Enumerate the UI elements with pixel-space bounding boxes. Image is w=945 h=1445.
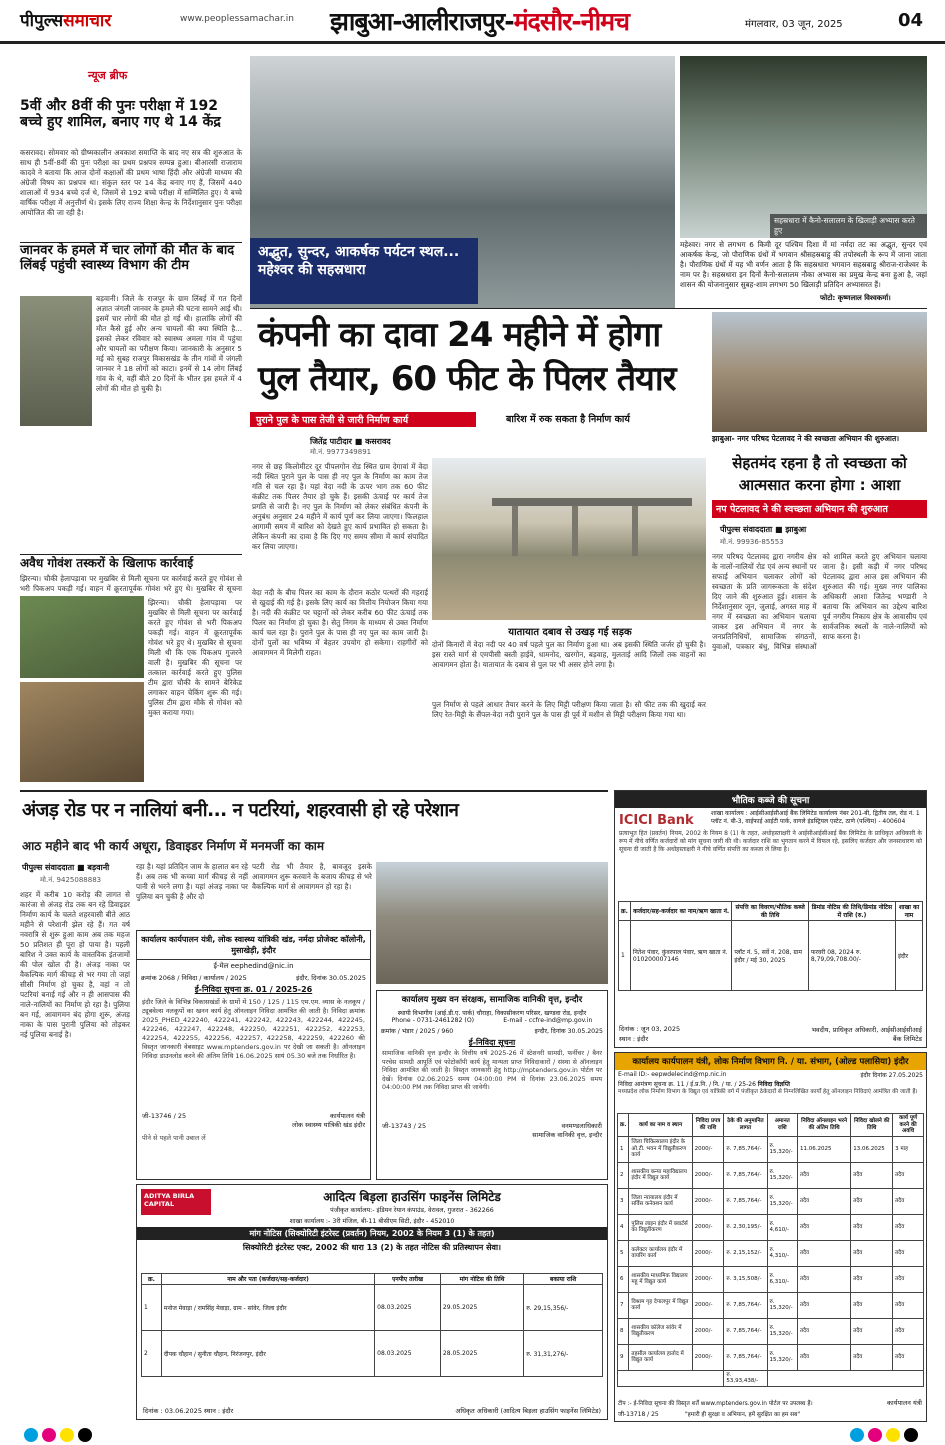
- bridge-body2: वेदा नदी के बीच पिलर का काम के दौरान कठोर पत्थरों की गहराई से खुदाई की गई है। इसके लिए कार्य का वित्तीय नियोजन किया गया है। नदी की कंक्रीट पर चट्टानों को लेकर करीब 60 फीट ऊंचाई तक पिलर का निर्माण हो चुका है। सेतु निगम के माध्यम से उक्त निर्माण कार्य चल रहा है। पुराने पुल के पास ही नए पुल का काम जारी है। दोनों पुलों का भविष्य में बेहतर उपयोग हो सकेगा। राहगीरों को आवागमन में मिलेगी राहत।: [252, 588, 428, 657]
- bridge-body1: नगर से छह किलोमीटर दूर पीपलगोन रोड स्थित ग्राम देगावां में वेदा नदी स्थित पुराने पुल के पास ही नए पुल के निर्माण का काम तेज गति से चल रहा है। यहां वेदा नदी के ऊपर भाग तक 60 फीट कंक्रीट तक पिलर तैयार हो चुके हैं। इसकी ऊंचाई पर कार्य तेज प्रगति से जारी है। नए पुल के निर्माण को लेकर संबंधित कंपनी के अनुबंध अनुसार 24 महीने में कार्य पूर्ण कर लिया जाएगा। फिलहाल आगामी समय में बारिश को देखते हुए कार्य प्रभावित हो सकता है। लेकिन कंपनी का दावा है कि दिए गए समय सीमा में कार्य संपादित कर लिया जाएगा।: [252, 462, 428, 551]
- bridge-kicker2: बारिश में रुक सकता है निर्माण कार्य: [506, 414, 630, 425]
- road-subhead: आठ महीने बाद भी कार्य अधूरा, डिवाइडर निर्माण में मनमर्जी का काम: [22, 839, 325, 853]
- cleanliness-byline: पीपुल्स संवाददाता ■ झाबुआ: [720, 525, 807, 534]
- cleanliness-photo-caption: झाबुआ- नगर परिषद पेटलावद ने की स्वच्छता अभियान की शुरुआत।: [712, 434, 900, 443]
- table-row: 6 शासकीय माध्यमिक विद्यालय महू में विद्युत कार्य 2000/- रु. 3,15,508/- रु. 6,310/- तदैव तदैव तदैव: [618, 1266, 924, 1292]
- aditya-table: क्र. नाम और पता (कर्जदार/सह-कर्जदार) एनपीए तारीख मांग नोटिस की तिथि बकाया राशि 1 मनोज मेवाड़ा / रामसिंह मेवाड़ा, ग्राम - सांवेर, जिला इंदौर 08.03.2025 29.05.2025 रु. 29,15,356/- 2 दीपक चौहान / सुनीता चौहान, निरंजनपुर, इंदौर 08.03.2025 28.05.2025 रु. 31,31,276/-: [141, 1273, 603, 1377]
- bridge-body4: पुल निर्माण से पहले आधार तैयार करने के लिए मिट्टी परीक्षण किया जाता है। सौ फीट तक की खुदाई कर लिए रेत-मिट्टी के सैंपल-वेदा नदी पुराने पुल के पास ही पूर्व में मशीन से मिट्टी परीक्षण किया गया था।: [432, 700, 706, 719]
- masthead: [0, 0, 945, 44]
- story3-photo1: [20, 596, 144, 678]
- table-row: 9 तहसील कार्यालय हातोद में विद्युत कार्य 2000/- रु. 7,85,764/- रु. 15,320/- तदैव तदैव तदैव: [618, 1344, 924, 1370]
- road-body2: रहा है। यहां प्रतिदिन जाम के हालात बन रहे हैं। अब तक भी कच्चा मार्ग कीचड़ से नहीं पानी से भरने लगा है। यहां अंजड़ नाका पर पुलिया बन चुकी है और दो: [136, 862, 248, 901]
- brand-logo: पीपुल्ससमाचार: [20, 11, 112, 31]
- cleanliness-photo: [712, 312, 927, 432]
- bridge-headline: कंपनी का दावा 24 महीने में होगा पुल तैयार, 60 फीट के पिलर तैयार: [258, 315, 676, 399]
- ad-pwd-tender: कार्यालय कार्यपालन यंत्री, लोक निर्माण विभाग नि. / या. संभाग, (ओल्ड पलासिया) इंदौर E-mail ID:- eepwdelecind@mp.nic.in इंदौर दिनांक 27.05.2025 निविदा आमंत्रण सूचना क्र. 11 / ई.प्र.नि. / नि. / या. / 25-26 निविदा विज्ञप्ति मध्यप्रदेश लोक निर्माण विभाग के विद्युत एवं यांत्रिकी वर्ग में पंजीकृत ठेकेदारों से निम्नलिखित कार्यों हेतु ऑनलाइन निविदाएं आमंत्रित की जाती हैं। क्र. कार्य का नाम व स्थान निविदा प्रपत्र की राशि ठेके की अनुमानित लागत अमानत राशि निविदा ऑनलाइन भरने की अंतिम तिथि निविदा खोलने की तिथि कार्य पूर्ण करने की अवधि 1 जिला चिकित्सालय इंदौर के ओ.टी. भवन में विद्युतीकरण कार्य 2000/- रु. 7,85,764/- रु. 15,320/- 11.06.2025 13.06.2025 3 माह 2 शासकीय कन्या महाविद्यालय इंदौर में विद्युत कार्य 2000/- रु. 7,85,764/- रु. 15,320/- तदैव तदैव तदैव 3 जिला न्यायालय इंदौर में सर्विस कनेक्शन कार्य 2000/- रु. 7,85,764/- रु. 15,320/- तदैव तदैव तदैव 4 पुलिस लाइन इंदौर में क्वार्टर्स का विद्युतीकरण 2000/- रु. 2,30,195/- रु. 4,610/- तदैव तदैव तदैव 5 कलेक्टर कार्यालय इंदौर में वायरिंग कार्य 2000/- रु. 2,15,152/- रु. 4,310/- तदैव तदैव तदैव 6 शासकीय माध्यमिक विद्यालय महू में विद्युत कार्य 2000/- रु. 3,15,508/- रु. 6,310/- तदैव तदैव तदैव 7 विश्राम गृह देपालपुर में विद्युत कार्य 2000/- रु. 7,85,764/- रु. 15,320/- तदैव तदैव तदैव 8 शासकीय कॉलेज सांवेर में विद्युतीकरण 2000/- रु. 7,85,764/- रु. 15,320/- तदैव तदैव तदैव 9 तहसील कार्यालय हातोद में विद्युत कार्य 2000/- रु. 7,85,764/- रु. 15,320/- तदैव तदैव तदैव रु. 53,93,438/- टीप :- ई-निविदा सूचना की विस्तृत शर्तें www.mptenders.gov.in पोर्टल पर उपलब्ध हैं। जी-13718 / 25 "हमारी ही सुरक्षा व अभियान, हमें सुरक्षित का हम सब" कार्यपालन यंत्री: [614, 1052, 927, 1422]
- tourism-photo-canoe: [680, 56, 927, 238]
- edition-title: झाबुआ-आलीराजपुर-मंदसौर-नीमच: [330, 7, 629, 36]
- table-row: 1 जिला चिकित्सालय इंदौर के ओ.टी. भवन में विद्युतीकरण कार्य 2000/- रु. 7,85,764/- रु. 15,320/- 11.06.2025 13.06.2025 3 माह: [618, 1136, 924, 1162]
- bridge-body3: दोनों किनारों में वेदा नदी पर 40 वर्ष पहले पुल का निर्माण हुआ था। अब इसकी स्थिति जर्जर हो चुकी है। इस रास्ते मार्ग से एमपीसी बस्ती हाईवे, धामनोद, खरगोन, बड़वाह, मुलताई आदि जिलों तक वाहनों का आवागमन होता है। यातायात के दबाव से पुल पर भी असर होने लगा है।: [432, 640, 706, 669]
- story2-photo: [20, 296, 92, 426]
- story2-body: बड़वानी। जिले के राजपुर के ग्राम लिंबई में गत दिनों अज्ञात जंगली जानवर के हमले की घटना सामने आई थी। इसमें चार लोगों की मौत हो गई थी। हालांकि लोगों की मौत कैसे हुई और अन्य चायलों की क्या स्थिति है... इसको लेकर रविवार को स्वास्थ्य अमला गांव में पहुंचा और घायलों का परीक्षण किया। जानकारी के अनुसार 5 मई को सुबह राजपुर विकासखंड के तीन गांवों में जंगली जानवर ने 18 लोगों को काटा। इनमें से 14 लोग लिंबई गांव के थे, वहीं बीते 20 दिनों के भीतर इस हमले में 4 लोगों की मौत हो चुकी है।: [96, 294, 242, 393]
- road-photo: [376, 862, 608, 984]
- table-row: 5 कलेक्टर कार्यालय इंदौर में वायरिंग कार्य 2000/- रु. 2,15,152/- रु. 4,310/- तदैव तदैव तदैव: [618, 1240, 924, 1266]
- bridge-mobile: मो.नं. 9977349891: [310, 448, 372, 456]
- table-row: 2 शासकीय कन्या महाविद्यालय इंदौर में विद्युत कार्य 2000/- रु. 7,85,764/- रु. 15,320/- तदैव तदैव तदैव: [618, 1162, 924, 1188]
- table-row: 3 जिला न्यायालय इंदौर में सर्विस कनेक्शन कार्य 2000/- रु. 7,85,764/- रु. 15,320/- तदैव तदैव तदैव: [618, 1188, 924, 1214]
- bridge-photo-caption: यातायात दबाव से उखड़ गई सड़क: [508, 627, 632, 638]
- ad-phed: कार्यालय कार्यपालन यंत्री, लोक स्वास्थ्य यांत्रिकी खंड, नर्मदा प्रोजेक्ट कॉलोनी, मुसाखेड़ी, इंदौर ई-मेल eephedind@nic.in क्रमांक 2068 / निविदा / कार्यालय / 2025 इंदौर, दिनांक 30.05.2025 ई-निविदा सूचना क्र. 01 / 2025-26 इंदौर जिले के विभिन्न विकासखंडों के ग्रामों में 150 / 125 / 115 एम.एम. व्यास के नलकूप / ट्यूबवेल्स नलकूपों का खनन कार्य हेतु ऑनलाइन निविदा आमंत्रित की जाती है। निविदा क्रमांक 2025_PHED_422240, 422241, 422242, 422243, 422244, 422245, 422246, 422247, 422248, 422250, 422251, 422252, 422253, 422254, 422255, 422256, 422257, 422258, 422259, 422260 की विस्तृत जानकारी वेबसाइट www.mptenders.gov.in पर देखी जा सकती है। ऑनलाइन निविदा डाउनलोड करने की अंतिम तिथि 16.06.2025 सायं 05.30 बजे तक निर्धारित है। जी-13746 / 25 कार्यपालन यंत्री लोक स्वास्थ्य यांत्रिकी खंड इंदौर पीने से पहले पानी उबाल लें: [136, 930, 371, 1180]
- pwd-tender-table: क्र. कार्य का नाम व स्थान निविदा प्रपत्र की राशि ठेके की अनुमानित लागत अमानत राशि निविदा ऑनलाइन भरने की अंतिम तिथि निविदा खोलने की तिथि कार्य पूर्ण करने की अवधि 1 जिला चिकित्सालय इंदौर के ओ.टी. भवन में विद्युतीकरण कार्य 2000/- रु. 7,85,764/- रु. 15,320/- 11.06.2025 13.06.2025 3 माह 2 शासकीय कन्या महाविद्यालय इंदौर में विद्युत कार्य 2000/- रु. 7,85,764/- रु. 15,320/- तदैव तदैव तदैव 3 जिला न्यायालय इंदौर में सर्विस कनेक्शन कार्य 2000/- रु. 7,85,764/- रु. 15,320/- तदैव तदैव तदैव 4 पुलिस लाइन इंदौर में क्वार्टर्स का विद्युतीकरण 2000/- रु. 2,30,195/- रु. 4,610/- तदैव तदैव तदैव 5 कलेक्टर कार्यालय इंदौर में वायरिंग कार्य 2000/- रु. 2,15,152/- रु. 4,310/- तदैव तदैव तदैव 6 शासकीय माध्यमिक विद्यालय महू में विद्युत कार्य 2000/- रु. 3,15,508/- रु. 6,310/- तदैव तदैव तदैव 7 विश्राम गृह देपालपुर में विद्युत कार्य 2000/- रु. 7,85,764/- रु. 15,320/- तदैव तदैव तदैव 8 शासकीय कॉलेज सांवेर में विद्युतीकरण 2000/- रु. 7,85,764/- रु. 15,320/- तदैव तदैव तदैव 9 तहसील कार्यालय हातोद में विद्युत कार्य 2000/- रु. 7,85,764/- रु. 15,320/- तदैव तदैव तदैव रु. 53,93,438/-: [617, 1113, 924, 1387]
- road-mobile: मो.नं. 9425088883: [40, 876, 102, 884]
- tourism-text: महेश्वर। नगर से लगभग 6 किमी दूर पश्चिम दिशा में मां नर्मदा तट का अद्भुत, सुन्दर एवं आकर्षक केन्द्र, जो पौराणिक ग्रंथों में भगवान श्रीसहस्रबाहु की तपोस्थली के रूप में जाना जाता है। पौराणिक ग्रंथों में यह भी वर्णन आता है कि सहस्रधारा भगवान सहस्रबाहु श्रीराज-राजेश्वर के नाम पर है। सहस्रधारा इन दिनों कैनो-सलालम नौका अभ्यास का प्रमुख केन्द्र बना हुआ है, जहां शासन की योजनानुसार सुबह-शाम लगभग 50 खिलाड़ी प्रतिदिन अभ्यासरत हैं।: [680, 240, 927, 289]
- story3-photo2: [20, 682, 144, 782]
- aditya-logo: ADITYA BIRLA CAPITAL: [141, 1189, 211, 1215]
- ad-icici: भौतिक कब्जे की सूचना ICICI Bank शाखा कार्यालय : आईसीआईसीआई बैंक लिमिटेड कार्यालय नंबर 201-बी, द्वितीय तल, रोड नं. 1 प्लॉट नं. बी-3, वाईफाई आईटी पार्क, वागले इंडस्ट्रियल एस्टेट, ठाणे (पश्चिम) - 400604 प्रत्याभूत हित (प्रवर्तन) नियम, 2002 के नियम 8 (1) के तहत, अधोहस्ताक्षरी ने आईसीआईसीआई बैंक लिमिटेड के प्राधिकृत अधिकारी के रूप में नीचे वर्णित कर्जदारों को मांग सूचना जारी की थी। कर्जदार राशि का भुगतान करने में विफल रहे, इसलिए कर्जदार और जनसाधारण को सूचना दी जाती है कि अधोहस्ताक्षरी ने नीचे वर्णित संपत्ति का कब्जा ले लिया है। क्र. कर्जदार/सह-कर्जदार का नाम/ऋण खाता नं. संपत्ति का विवरण/भौतिक कब्जे की तिथि डिमांड नोटिस की तिथि/डिमांड नोटिस में राशि (रु.) शाखा का नाम 1 नितेश पंवार, कुंवरपाल पंवार, ऋण खाता नं. 010200007146 प्लॉट नं. 5, सर्वे नं. 208, ग्राम इंदौर / मई 30, 2025 फरवरी 08, 2024 रु. 8,79,09,708.00/- इंदौर दिनांक : जून 03, 2025 स्थान : इंदौर भवदीय, प्राधिकृत अधिकारी, आईसीआईसीआई बैंक लिमिटेड: [614, 790, 927, 1048]
- story2-headline: जानवर के हमले में चार लोगों की मौत के बाद लिंबई पहुंची स्वास्थ्य विभाग की टीम: [20, 243, 235, 273]
- bridge-photo: [432, 458, 706, 620]
- table-row: 4 पुलिस लाइन इंदौर में क्वार्टर्स का विद्युतीकरण 2000/- रु. 2,30,195/- रु. 4,610/- तदैव तदैव तदैव: [618, 1214, 924, 1240]
- tourism-photo-caption: सहस्रधारा में कैनो-सलालम के खिलाड़ी अभ्यास करते हुए: [770, 214, 927, 238]
- tourism-title: अद्भुत, सुन्दर, आकर्षक पर्यटन स्थल... महेश्वर की सहस्रधारा: [250, 238, 478, 304]
- table-row: 7 विश्राम गृह देपालपुर में विद्युत कार्य 2000/- रु. 7,85,764/- रु. 15,320/- तदैव तदैव तदैव: [618, 1292, 924, 1318]
- road-body3: पटरी रोड भी तैयार है, बावजूद इसके आवागमन शुरू करवाने के बजाय कीचड़ से भरे वैकल्पिक मार्ग से आवागमन हो रहा है।: [252, 862, 372, 891]
- story3-headline: अवैध गोवंश तस्करों के खिलाफ कार्रवाई: [20, 556, 194, 570]
- news-brief-label: न्यूज ब्रीफ: [88, 64, 168, 80]
- cleanliness-headline: सेहतमंद रहना है तो स्वच्छता को आत्मसात करना होगा : आशा: [732, 454, 907, 494]
- cleanliness-body: नगर परिषद पेटलावद द्वारा नगरीय क्षेत्र के नालों-नालियों रोड एवं अन्य स्थानों पर सफाई अभियान चलाकर लोगों को स्वच्छता के प्रति जागरूकता के संदेश दिए जाने की शुरुआत हुई। शासन के निर्देशानुसार जून, जुलाई, अगस्त माह में नगर में स्वच्छता का अभियान चलाया जाकर इस अभियान में नगर के जनप्रतिनिधियों, सामाजिक संगठनों, युवाओं, पत्रकार बंधु, विभिन्न संस्थाओं को शामिल करते हुए अभियान चलाया जाना है। इसी कड़ी में नगर परिषद पेटलावद द्वारा आज इस अभियान की शुरुआत की गई। मुख्य नगर पालिका अधिकारी आशा जितेन्द्र भण्डारी ने बताया कि अभियान का उद्देश्य बारिश पूर्व नगरीय निकाय क्षेत्र के आवासीय एवं सार्वजनिक स्थलों के नाले-नालियों को साफ करना है।: [712, 552, 927, 651]
- icici-table: क्र. कर्जदार/सह-कर्जदार का नाम/ऋण खाता नं. संपत्ति का विवरण/भौतिक कब्जे की तिथि डिमांड नोटिस की तिथि/डिमांड नोटिस में राशि (रु.) शाखा का नाम 1 नितेश पंवार, कुंवरपाल पंवार, ऋण खाता नं. 010200007146 प्लॉट नं. 5, सर्वे नं. 208, ग्राम इंदौर / मई 30, 2025 फरवरी 08, 2024 रु. 8,79,09,708.00/- इंदौर: [618, 901, 923, 991]
- website: www.peoplessamachar.in: [180, 14, 294, 24]
- cleanliness-subhead: नप पेटलावद ने की स्वच्छता अभियान की शुरुआत: [712, 500, 927, 518]
- story3-body-top: झिरन्या। चौकी हेलापड़ावा पर मुखबिर से मिली सूचना पर कार्रवाई करते हुए गोवंश से भरी पिकअप पकड़ी गई। वाहन में क्रूरतापूर्वक गोवंश भरे हुए थे। मुखबिर से सूचना: [20, 574, 242, 593]
- cleanliness-mobile: मो.नं. 99936-85553: [720, 538, 784, 546]
- bridge-kicker1: पुराने पुल के पास तेजी से जारी निर्माण कार्य: [250, 412, 476, 427]
- table-row: 8 शासकीय कॉलेज सांवेर में विद्युतीकरण 2000/- रु. 7,85,764/- रु. 15,320/- तदैव तदैव तदैव: [618, 1318, 924, 1344]
- tourism-photo-credit: फोटो: कृष्णलाल विश्वकर्मा।: [820, 294, 891, 302]
- bridge-byline: जितेंद्र पाटीदार ■ कसरावद: [310, 437, 391, 446]
- story1-body: कसरावद। सोमवार को ग्रीष्मकालीन अवकाश समाप्ति के बाद नए सत्र की शुरुआत के साथ ही 5वीं-8वीं की पुनः परीक्षा का प्रथम प्रश्नपत्र सम्पन्न हुआ। बीआरसी राजाराम कादवे ने बताया कि आज दोनों कक्षाओं की प्रथम भाषा हिंदी और अंग्रेजी माध्यम की अंग्रेजी विषय का प्रश्नपत्र था। संकुल स्तर पर 14 केंद्र बनाए गए हैं, जिसमें 440 शालाओं में 934 बच्चे दर्ज थे, जिसमें से 192 बच्चे परीक्षा में सम्मिलित हुए। ये बच्चे वार्षिक परीक्षा में अनुत्तीर्ण थे। इसके लिए राज्य शिक्षा केन्द्र के निर्देशानुसार पुनः परीक्षा आयोजित की जा रही है।: [20, 148, 242, 217]
- icici-logo: ICICI Bank: [619, 813, 694, 828]
- page-number: 04: [898, 10, 924, 31]
- road-body: शहर में करीब 10 करोड़ की लागत से कारंजा से अंजड़ रोड तक बन रहे डिवाइडर निर्माण कार्य के चलते शहरवासी बीते आठ महीने से परेशानी झेल रहे हैं। गत वर्ष नवरात्रि से शुरू हुआ काम अब तक महज 50 प्रतिशत ही पूरा हो पाया है। पहली बारिश ने उक्त कार्य के वास्तविक इंतजामों की पोल खोल दी है। अंजड़ नाका पर वैकल्पिक मार्ग कीचड़ से भर गया तो जहां सीसी निर्माण हो चुका है, वहां न तो पटरियां बनाई गई और न ही आसपास की नाले-नालियों का निर्माण हो रहा है। पुलिया बन गई, आवागमन बंद होगा शुरू, अंजड़ नाका के पास पुरानी पुलिया को तोड़कर नई पुलिया बनाई है।: [20, 890, 130, 1039]
- issue-date: मंगलवार, 03 जून, 2025: [745, 19, 843, 30]
- ad-aditya-birla: ADITYA BIRLA CAPITAL आदित्य बिड़ला हाउसिंग फाइनेंस लिमिटेड पंजीकृत कार्यालय:- इंडियन रेयान कंपाउंड, वेरावल, गुजरात - 362266 शाखा कार्यालय :- 3री मंजिल, बी-11 बीसीएम सिटी, इंदौर - 452010 मांग नोटिस (सिक्योरिटी इंटरेस्ट (प्रवर्तन) नियम, 2002 के नियम 3 (1) के तहत) सिक्योरिटी इंटरेस्ट एक्ट, 2002 की धारा 13 (2) के तहत नोटिस की प्रतिस्थापन सेवा। क्र. नाम और पता (कर्जदार/सह-कर्जदार) एनपीए तारीख मांग नोटिस की तिथि बकाया राशि 1 मनोज मेवाड़ा / रामसिंह मेवाड़ा, ग्राम - सांवेर, जिला इंदौर 08.03.2025 29.05.2025 रु. 29,15,356/- 2 दीपक चौहान / सुनीता चौहान, निरंजनपुर, इंदौर 08.03.2025 28.05.2025 रु. 31,31,276/- दिनांक : 03.06.2025 स्थान : इंदौर अधिकृत अधिकारी (आदित्य बिड़ला हाउसिंग फाइनेंस लिमिटेड): [136, 1184, 608, 1420]
- story1-headline: 5वीं और 8वीं की पुनः परीक्षा में 192 बच्चे हुए शामिल, बनाए गए थे 14 केंद्र: [20, 98, 221, 131]
- road-byline: पीपुल्स संवाददाता ■ बड़वानी: [22, 863, 110, 872]
- story3-body: झिरन्या। चौकी हेलापड़ावा पर मुखबिर से मिली सूचना पर कार्रवाई करते हुए गोवंश से भरी पिकअप पकड़ी गई। वाहन में क्रूरतापूर्वक गोवंश भरे हुए थे। मुखबिर से सूचना मिली थी कि एक पिकअप गुजरने वाली है। मुखबिर की सूचना पर तत्काल कार्रवाई करते हुए पुलिस टीम द्वारा चौकी के सामने बेरिकेड लगाकर वाहन चेकिंग शुरू की गई। पुलिस टीम द्वारा मौके से गोवंश को मुक्त कराया गया।: [148, 598, 242, 717]
- road-headline: अंजड़ रोड पर न नालियां बनी... न पटरियां, शहरवासी हो रहे परेशान: [22, 800, 459, 821]
- ad-forest: कार्यालय मुख्य वन संरक्षक, सामाजिक वानिकी वृत्त, इन्दौर स्थायी विभागीय (आई.डी.ए. पार्क) चौराहा, विकासीकरण परिसर, खण्डवा रोड, इन्दौर Phone - 0731-2461282 (O) E-mail - ccfre-ind@mp.gov.in क्रमांक / भंडार / 2025 / 960 इन्दौर, दिनांक 30.05.2025 ई-निविदा सूचना सामाजिक वानिकी वृत्त इन्दौर के वित्तीय वर्ष 2025-26 में स्टेशनरी सामग्री, फर्नीचर / बैनर परचेस सामग्री आपूर्ति एवं फोटोकॉपी कार्य हेतु मान्यता प्राप्त निविदाकारों / संस्था से ऑनलाइन निविदा आमंत्रित की जाती है। विस्तृत जानकारी हेतु http://mptenders.gov.in पोर्टल पर देखें। दिनांक 02.06.2025 समय 04:00:00 PM से दिनांक 23.06.2025 समय 04:00:00 PM तक निविदा प्राप्त की जावेगी। जी-13743 / 25 वनमण्डलाधिकारी सामाजिक वानिकी वृत्त, इन्दौर: [376, 990, 608, 1180]
